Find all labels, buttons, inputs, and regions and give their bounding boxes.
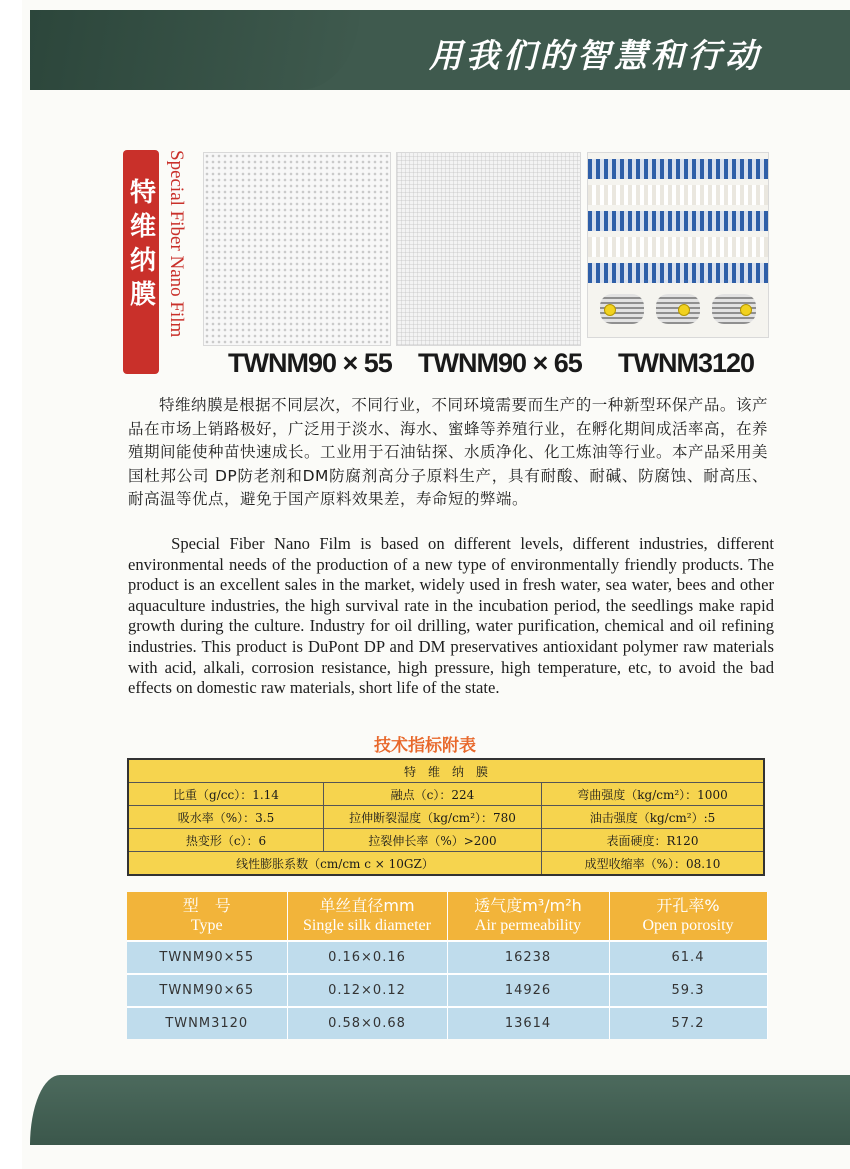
table-row: [127, 1007, 767, 1039]
header-slogan: 用我们的智慧和行动: [429, 36, 762, 75]
cell-open-porosity: 57.2: [609, 1007, 767, 1039]
footer-bar: [30, 1075, 850, 1145]
cell-open-porosity: 61.4: [609, 941, 767, 974]
cell-air-permeability: 14926: [447, 974, 609, 1007]
cell-diameter: 0.16×0.16: [287, 941, 447, 974]
spec-cell: 成型收缩率（%）：08.10: [541, 852, 763, 874]
header-wave-decoration: [30, 10, 360, 90]
column-header-open-porosity: 开孔率% Open porosity: [609, 892, 767, 941]
spec-cell: 拉裂伸长率（%）>200: [323, 829, 541, 851]
cell-type: TWNM90×65: [127, 974, 287, 1007]
table-row: [127, 974, 767, 1007]
spec-table: [127, 758, 765, 876]
description-cn: 特维纳膜是根据不同层次，不同行业，不同环境需要而生产的一种新型环保产品。该产品在市场上销路极好，广泛用于淡水、海水、蜜蜂等养殖行业，在孵化期间成活率高，在养殖期间能使种苗快速成长。工业用于石油钻探、水质净化、化工炼油等行业。本产品采用美国杜邦公司 DP防老剂和DM防腐剂高分子原料生产，具有耐酸、耐碱、防腐蚀、耐高压、耐高温等优点，避免于国产原料效果差，寿命短的弊端。: [128, 396, 769, 509]
sample-image-twnm3120: [587, 152, 769, 338]
cell-open-porosity: 59.3: [609, 974, 767, 1007]
spec-row: [129, 851, 763, 874]
sample-caption: TWNM90 × 55: [228, 348, 392, 378]
spec-cell: 融点（c）：224: [323, 783, 541, 805]
cell-air-permeability: 13614: [447, 1007, 609, 1039]
spec-row: [129, 805, 763, 828]
cell-type: TWNM90×55: [127, 941, 287, 974]
column-header-type: 型 号 Type: [127, 892, 287, 941]
column-header-diameter: 单丝直径mm Single silk diameter: [287, 892, 447, 941]
sample-image-twnm90x65: [396, 152, 581, 346]
spec-cell: 弯曲强度（kg/cm²）：1000: [541, 783, 763, 805]
sample-image-twnm90x55: [203, 152, 391, 346]
sample-caption: TWNM90 × 65: [418, 348, 582, 378]
product-name-en: Special Fiber Nano Film: [166, 150, 187, 338]
table-row: [127, 941, 767, 974]
product-name-cn: 特维纳膜: [123, 150, 159, 374]
column-header-air-permeability: 透气度m³/m²h Air permeability: [447, 892, 609, 941]
spec-cell: 吸水率（%）：3.5: [177, 810, 275, 825]
spec-row: [129, 782, 763, 805]
spec-table-title: 技术指标附表: [374, 736, 476, 756]
spec-heading: 特 维 纳 膜: [403, 764, 488, 779]
spec-cell: 拉伸断裂湿度（kg/cm²）：780: [323, 806, 541, 828]
cell-air-permeability: 16238: [447, 941, 609, 974]
spec-cell: 比重（g/cc）：1.14: [173, 787, 279, 802]
product-table-header: [127, 892, 767, 941]
cell-diameter: 0.12×0.12: [287, 974, 447, 1007]
cell-diameter: 0.58×0.68: [287, 1007, 447, 1039]
spec-cell: 表面硬度：R120: [541, 829, 763, 851]
spec-cell: 油击强度（kg/cm²）:5: [541, 806, 763, 828]
product-name-label: [123, 150, 189, 374]
cell-type: TWNM3120: [127, 1007, 287, 1039]
spec-heading-row: [129, 760, 763, 782]
spiral-links: [600, 289, 756, 329]
spec-cell: 线性膨胀系数（cm/cm c × 10GZ）: [236, 856, 434, 871]
spec-row: [129, 828, 763, 851]
spec-cell: 热变形（c）：6: [185, 833, 267, 848]
description-en: Special Fiber Nano Film is based on different levels, different industries, different environmental needs of the production of a new type of environmentally friendly products. The product is an excellent sales in the market, widely used in fresh water, sea water, bees and other aquaculture industries, the high survival rate in the incubation period, the seedlings make rapid growth during the culture. Industry for oil drilling, water purification, chemical and oil refining industries. This product is DuPont DP and DM preservatives antioxidant polymer raw materials with acid, alkali, corrosion resistance, high pressure, high temperature, etc, to avoid the bad effects on domestic raw materials, short life of the state.: [128, 534, 774, 698]
sample-caption: TWNM3120: [618, 348, 755, 378]
product-table: [127, 892, 768, 1039]
